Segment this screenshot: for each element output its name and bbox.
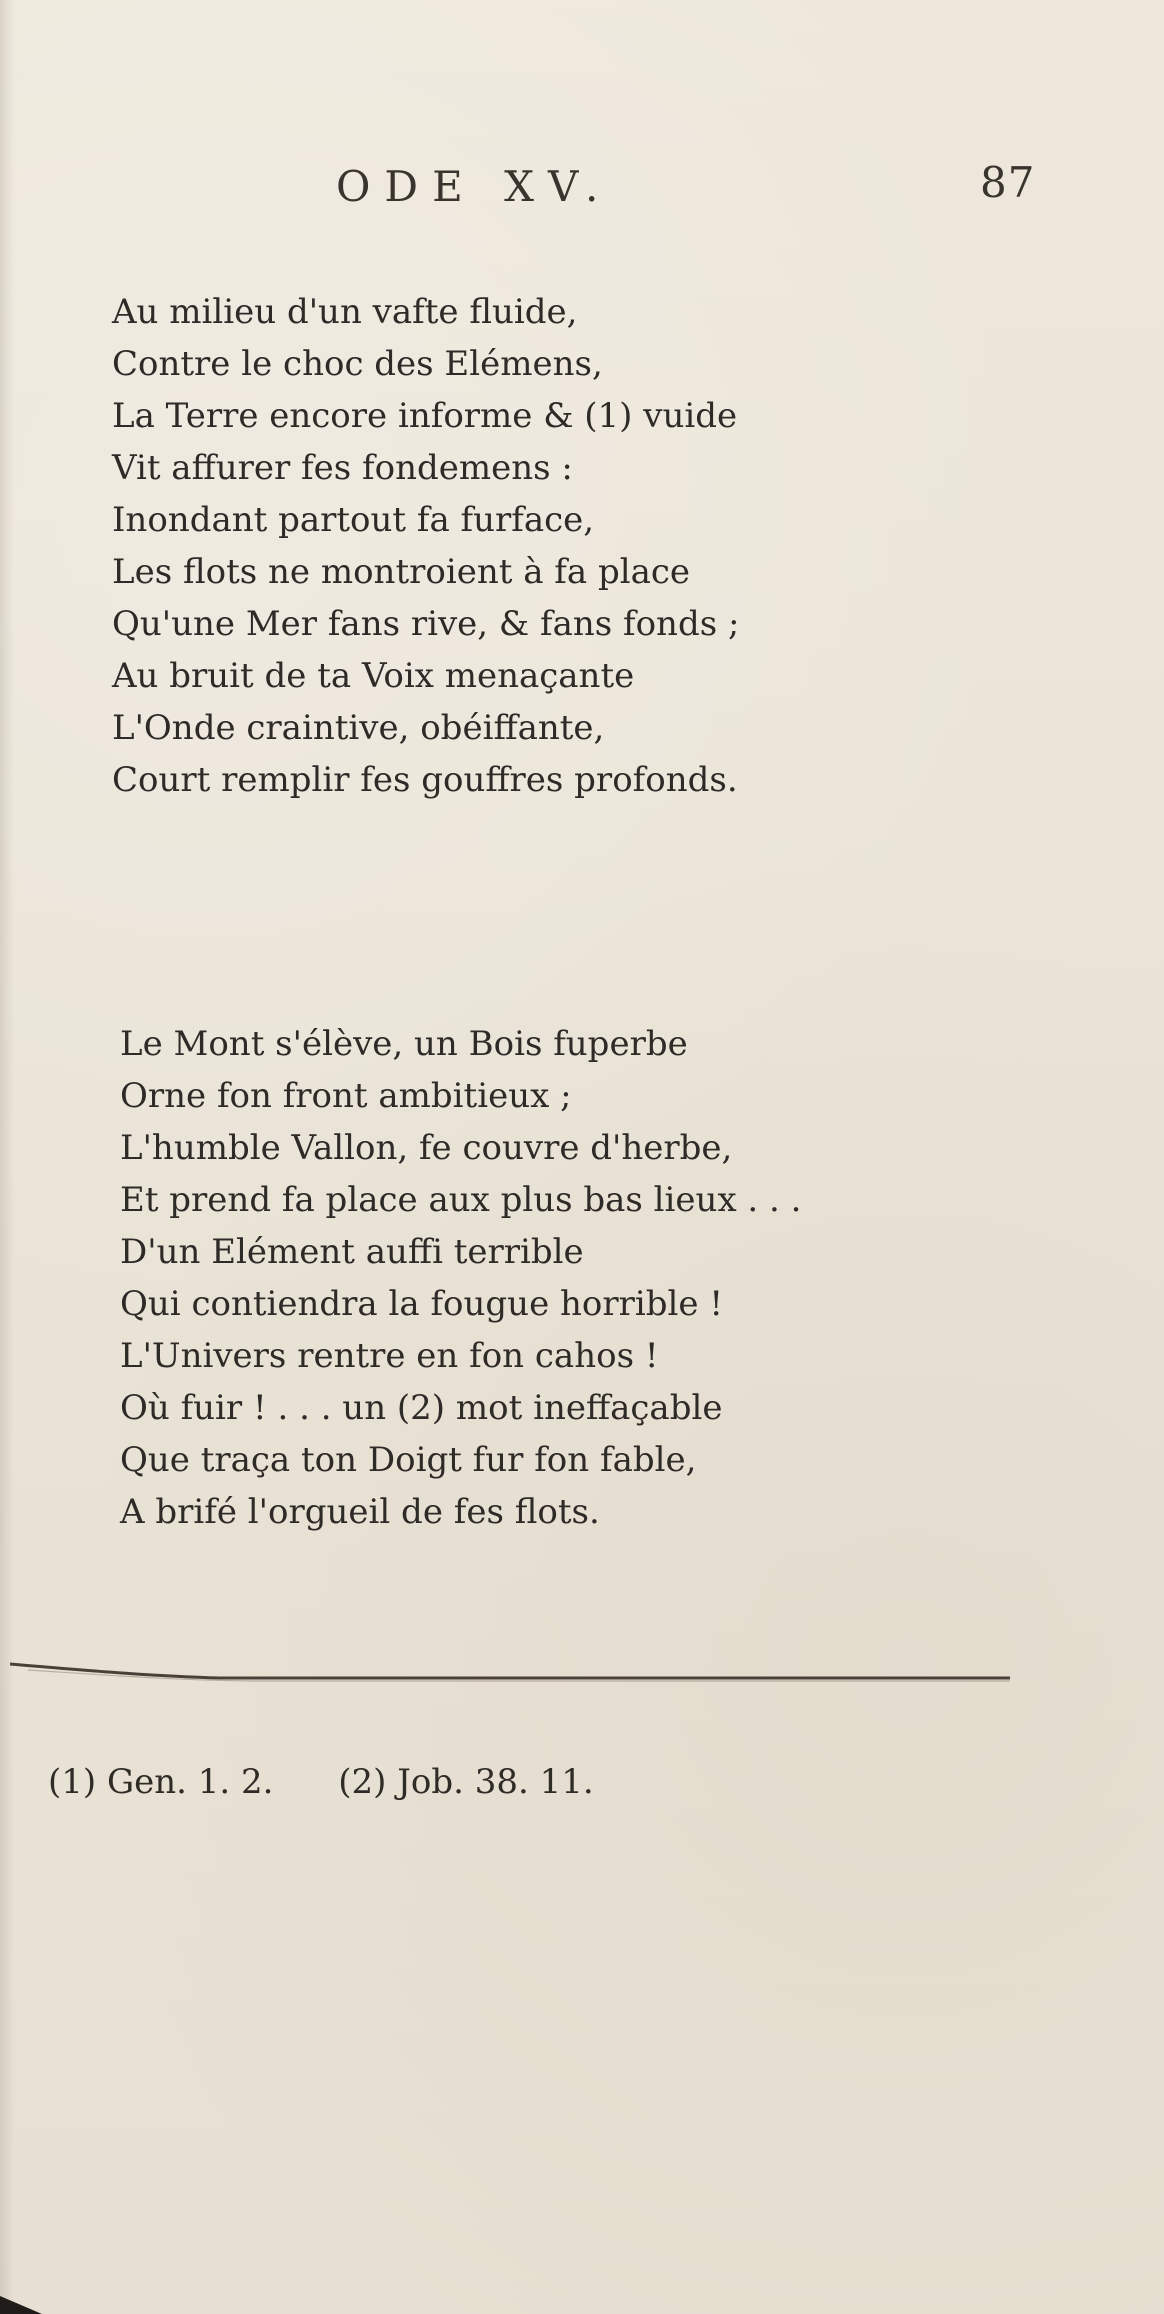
verse-line: A brifé l'orgueil de fes flots. bbox=[120, 1492, 600, 1532]
verse-line: Où fuir ! . . . un (2) mot ineffaçable bbox=[120, 1388, 723, 1428]
verse-line: D'un Elément auffi terrible bbox=[120, 1232, 584, 1272]
footnotes bbox=[48, 1758, 948, 1806]
stanza-1 bbox=[112, 286, 972, 806]
stanza-2 bbox=[112, 1018, 972, 1538]
footnote-2: (2) Job. 38. 11. bbox=[338, 1762, 594, 1802]
verse-line: Les flots ne montroient à fa place bbox=[112, 552, 691, 592]
verse-line: Inondant partout fa furface, bbox=[112, 500, 595, 540]
verse-line: Court remplir fes gouffres profonds. bbox=[112, 760, 738, 800]
verse-line: Qui contiendra la fougue horrible ! bbox=[120, 1284, 723, 1324]
footnote-rule bbox=[10, 1660, 1010, 1692]
verse-line: Vit affurer fes fondemens : bbox=[112, 448, 573, 488]
verse-line: Et prend fa place aux plus bas lieux . . . bbox=[120, 1180, 802, 1220]
verse-line: L'humble Vallon, fe couvre d'herbe, bbox=[120, 1128, 733, 1168]
verse-line: Contre le choc des Elémens, bbox=[112, 344, 603, 384]
page-corner-mark bbox=[0, 2296, 42, 2314]
verse-line: La Terre encore informe & (1) vuide bbox=[112, 396, 738, 436]
page-edge-shadow bbox=[0, 0, 14, 2314]
page-number: 87 bbox=[980, 158, 1036, 207]
verse-line: Au bruit de ta Voix menaçante bbox=[112, 656, 635, 696]
verse-line: L'Univers rentre en fon cahos ! bbox=[120, 1336, 659, 1376]
page-header bbox=[0, 148, 1164, 218]
footnote-1: (1) Gen. 1. 2. bbox=[48, 1762, 274, 1802]
verse-line: L'Onde craintive, obéiffante, bbox=[112, 708, 605, 748]
verse-line: Qu'une Mer fans rive, & fans fonds ; bbox=[112, 604, 740, 644]
verse-line: Orne fon front ambitieux ; bbox=[120, 1076, 572, 1116]
footnote-rule-line bbox=[10, 1664, 1010, 1678]
running-title: ODE XV. bbox=[336, 162, 613, 211]
verse-line: Le Mont s'élève, un Bois fuperbe bbox=[120, 1024, 688, 1064]
verse-line: Au milieu d'un vafte fluide, bbox=[112, 292, 578, 332]
verse-line: Que traça ton Doigt fur fon fable, bbox=[120, 1440, 697, 1480]
page-corner-mark-shape bbox=[0, 2296, 42, 2314]
